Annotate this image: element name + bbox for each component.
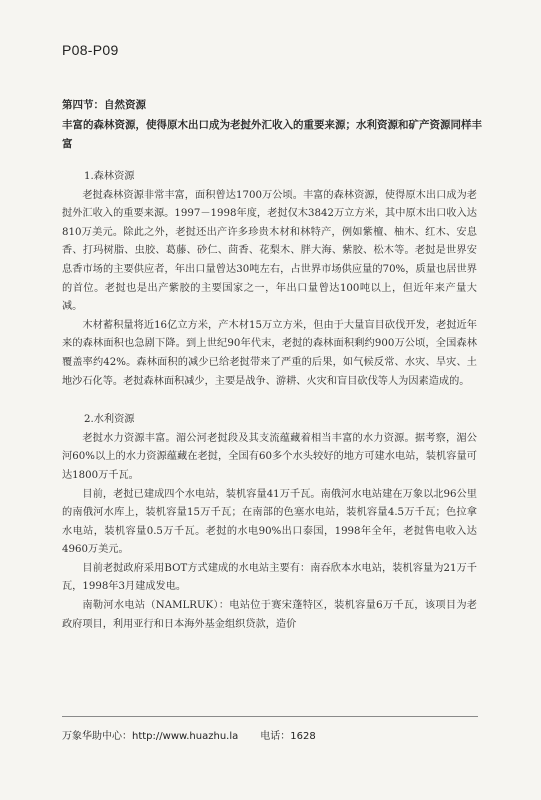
water-paragraph-2: 目前，老挝已建成四个水电站，装机容量41万千瓦。南俄河水电站建在万象以北96公里的南俄河水库上，装机容量15万千瓦；在南部的色塞水电站，装机容量4.5万千瓦；色拉拿水电站，装机容量0.5万千瓦。老挝的水电90%出口泰国，1998年全年，老挝售电收入达4960万美元。	[62, 488, 477, 556]
section-title: 第四节：自然资源	[62, 99, 146, 111]
footer	[62, 727, 316, 742]
water-paragraph-4: 南勒河水电站（NAMLRUK）：电站位于赛宋蓬特区，装机容量6万千瓦，该项目为老政府项目，利用亚行和日本海外基金组织贷款，造价	[62, 600, 477, 630]
page-code: P08-P09	[62, 42, 119, 58]
section-gap	[62, 391, 477, 411]
article-body	[62, 168, 477, 634]
water-paragraph-1: 老挝水力资源丰富。湄公河老挝段及其支流蕴藏着相当丰富的水力资源。据考察，湄公河60%以上的水力资源蕴藏在老挝，全国有60多个水头较好的地方可建水电站，装机容量可达1800万千瓦。	[62, 432, 477, 481]
footer-company: 万象华助中心：http://www.huazhu.la	[62, 731, 239, 742]
section-summary: 丰富的森林资源，使得原木出口成为老挝外汇收入的重要来源；水利资源和矿产资源同样丰富	[62, 119, 482, 150]
forest-subhead: 1.森林资源	[84, 171, 135, 182]
footer-divider	[62, 716, 478, 717]
footer-phone: 电话：1628	[260, 731, 316, 742]
water-subhead: 2.水利资源	[84, 414, 135, 426]
forest-paragraph-2: 木材蓄积量将近16亿立方米，产木材15万立方米，但由于大量盲目砍伐开发，老挝近年来的森林面积也急剧下降。到上世纪90年代末，老挝的森林面积剩约900万公顷，全国森林覆盖率约42%。森林面积的减少已给老挝带来了严重的后果，如气候反常、水灾、旱灾、土地沙石化等。老挝森林面积减少，主要是战争、游耕、火灾和盲目砍伐等人为因素造成的。	[62, 319, 477, 387]
water-paragraph-3: 目前老挝政府采用BOT方式建成的水电站主要有：南吞欣本水电站，装机容量为21万千瓦，1998年3月建成发电。	[62, 562, 477, 593]
section-heading	[62, 96, 482, 154]
forest-paragraph-1: 老挝森林资源非常丰富，面积曾达1700万公顷。丰富的森林资源，使得原木出口成为老挝外汇收入的重要来源。1997－1998年度，老挝仅木3842万立方米，其中原木出口收入达810万美元。除此之外，老挝还出产许多珍贵木材和林特产，例如紫檀、柚木、红木、安息香、打玛树脂、虫胶、葛藤、砂仁、茴香、花梨木、胖大海、紫胶、松木等。老挝是世界安息香市场的主要供应者，年出口量曾达30吨左右，占世界市场供应量的70%，质量也居世界的首位。老挝也是出产紫胶的主要国家之一，年出口量曾达100吨以上，但近年来产量大减。	[62, 189, 477, 313]
